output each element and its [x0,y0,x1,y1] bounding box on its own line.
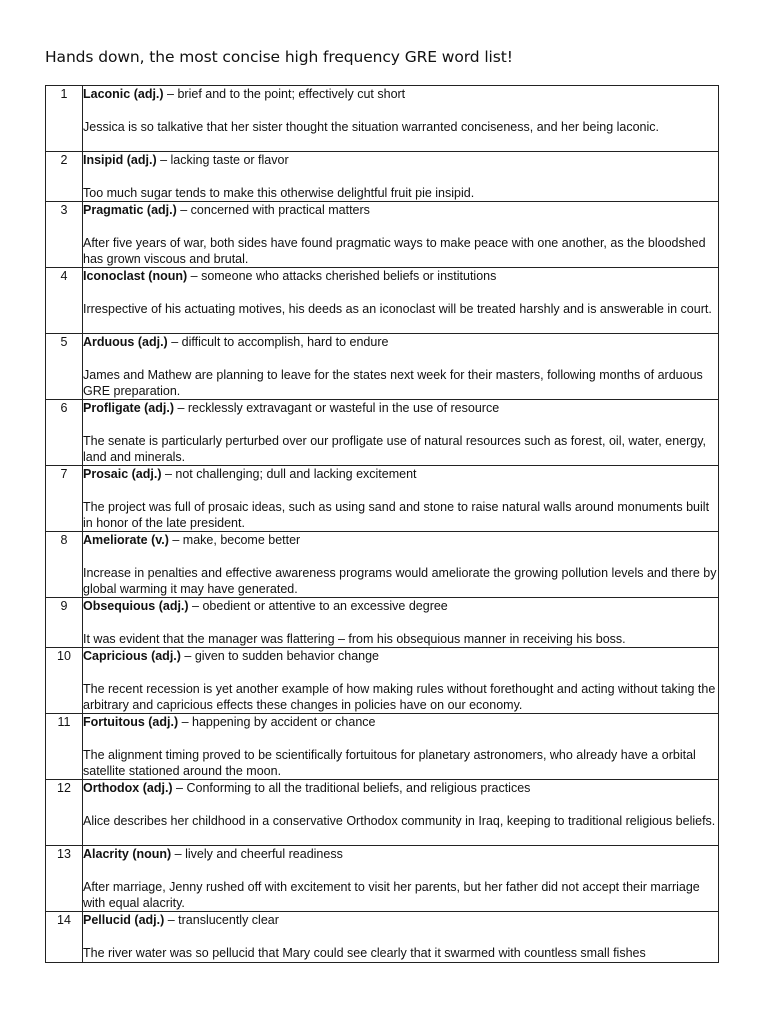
table-row [46,912,719,963]
entry-definition: – brief and to the point; effectively cut short [163,87,406,101]
entry-definition: – lacking taste or flavor [156,153,289,167]
entry-number: 7 [46,466,83,532]
entry-example: Jessica is so talkative that her sister thought the situation warranted conciseness, and her being laconic. [83,120,660,134]
table-row [46,268,719,334]
entry-word: Fortuitous (adj.) [83,715,179,729]
entry-number: 11 [46,714,83,780]
entry-definition: – make, become better [168,533,301,547]
table-row [46,648,719,714]
entry-number: 10 [46,648,83,714]
entry-number: 4 [46,268,83,334]
entry-number: 3 [46,202,83,268]
entry-number: 13 [46,846,83,912]
entry-cell [83,780,719,846]
entry-word: Prosaic (adj.) [83,467,162,481]
table-row [46,780,719,846]
entry-definition: – lively and cheerful readiness [171,847,343,861]
entry-definition: – difficult to accomplish, hard to endure [167,335,389,349]
entry-number: 1 [46,86,83,152]
entry-word: Pragmatic (adj.) [83,203,177,217]
entry-definition: – Conforming to all the traditional beliefs, and religious practices [172,781,531,795]
entry-word: Obsequious (adj.) [83,599,189,613]
entry-cell [83,334,719,400]
entry-example: It was evident that the manager was flattering – from his obsequious manner in receiving his boss. [83,632,626,646]
entry-definition: – concerned with practical matters [176,203,370,217]
entry-number: 12 [46,780,83,846]
entry-definition: – someone who attacks cherished beliefs or institutions [187,269,497,283]
entry-example: The river water was so pellucid that Mary could see clearly that it swarmed with countless small fishes [83,946,646,960]
entry-example: The senate is particularly perturbed over our profligate use of natural resources such as forest, oil, water, energy, land and minerals. [83,434,707,464]
word-list-table [45,85,719,963]
entry-number: 6 [46,400,83,466]
entry-cell [83,532,719,598]
table-row [46,846,719,912]
entry-cell [83,846,719,912]
entry-cell [83,714,719,780]
entry-cell [83,466,719,532]
table-row [46,598,719,648]
entry-word: Profligate (adj.) [83,401,174,415]
entry-cell [83,152,719,202]
entry-number: 14 [46,912,83,963]
entry-word: Insipid (adj.) [83,153,157,167]
entry-cell [83,268,719,334]
entry-example: The recent recession is yet another example of how making rules without forethought and acting without taking the arbitrary and capricious effects these changes in policies have on our economy. [83,682,716,712]
entry-word: Arduous (adj.) [83,335,168,349]
table-row [46,532,719,598]
entry-word: Capricious (adj.) [83,649,181,663]
entry-example: James and Mathew are planning to leave for the states next week for their masters, following months of arduous GRE preparation. [83,368,703,398]
entry-word: Alacrity (noun) [83,847,172,861]
table-row [46,202,719,268]
entry-cell [83,598,719,648]
entry-cell [83,912,719,963]
entry-example: Irrespective of his actuating motives, his deeds as an iconoclast will be treated harshly and is answerable in court. [83,302,712,316]
table-row [46,400,719,466]
table-row [46,152,719,202]
entry-example: The project was full of prosaic ideas, such as using sand and stone to raise natural walls around monuments built in honor of the late president. [83,500,710,530]
entry-word: Ameliorate (v.) [83,533,169,547]
entry-number: 5 [46,334,83,400]
entry-example: After marriage, Jenny rushed off with excitement to visit her parents, but her father did not accept their marriage with equal alacrity. [83,880,700,910]
entry-definition: – recklessly extravagant or wasteful in the use of resource [173,401,500,415]
entry-cell [83,86,719,152]
entry-word: Pellucid (adj.) [83,913,165,927]
entry-definition: – not challenging; dull and lacking excitement [161,467,417,481]
entry-example: Alice describes her childhood in a conservative Orthodox community in Iraq, keeping to traditional religious beliefs. [83,814,716,828]
page-title: Hands down, the most concise high frequency GRE word list! [45,48,513,66]
entry-example: The alignment timing proved to be scientifically fortuitous for planetary astronomers, who already have a orbital satellite stationed around the moon. [83,748,696,778]
entry-definition: – given to sudden behavior change [180,649,380,663]
table-row [46,714,719,780]
entry-word: Orthodox (adj.) [83,781,173,795]
table-row [46,466,719,532]
entry-cell [83,400,719,466]
entry-definition: – obedient or attentive to an excessive degree [188,599,448,613]
table-row [46,86,719,152]
entry-number: 8 [46,532,83,598]
entry-word: Iconoclast (noun) [83,269,188,283]
entry-cell [83,648,719,714]
entry-definition: – translucently clear [164,913,279,927]
entry-definition: – happening by accident or chance [178,715,376,729]
entry-word: Laconic (adj.) [83,87,164,101]
entry-example: Increase in penalties and effective awareness programs would ameliorate the growing pollution levels and there by global warming it may have generated. [83,566,717,596]
entry-cell [83,202,719,268]
entry-number: 2 [46,152,83,202]
entry-example: Too much sugar tends to make this otherwise delightful fruit pie insipid. [83,186,475,200]
entry-example: After five years of war, both sides have found pragmatic ways to make peace with one another, as the bloodshed has grown viscous and brutal. [83,236,706,266]
table-row [46,334,719,400]
entry-number: 9 [46,598,83,648]
